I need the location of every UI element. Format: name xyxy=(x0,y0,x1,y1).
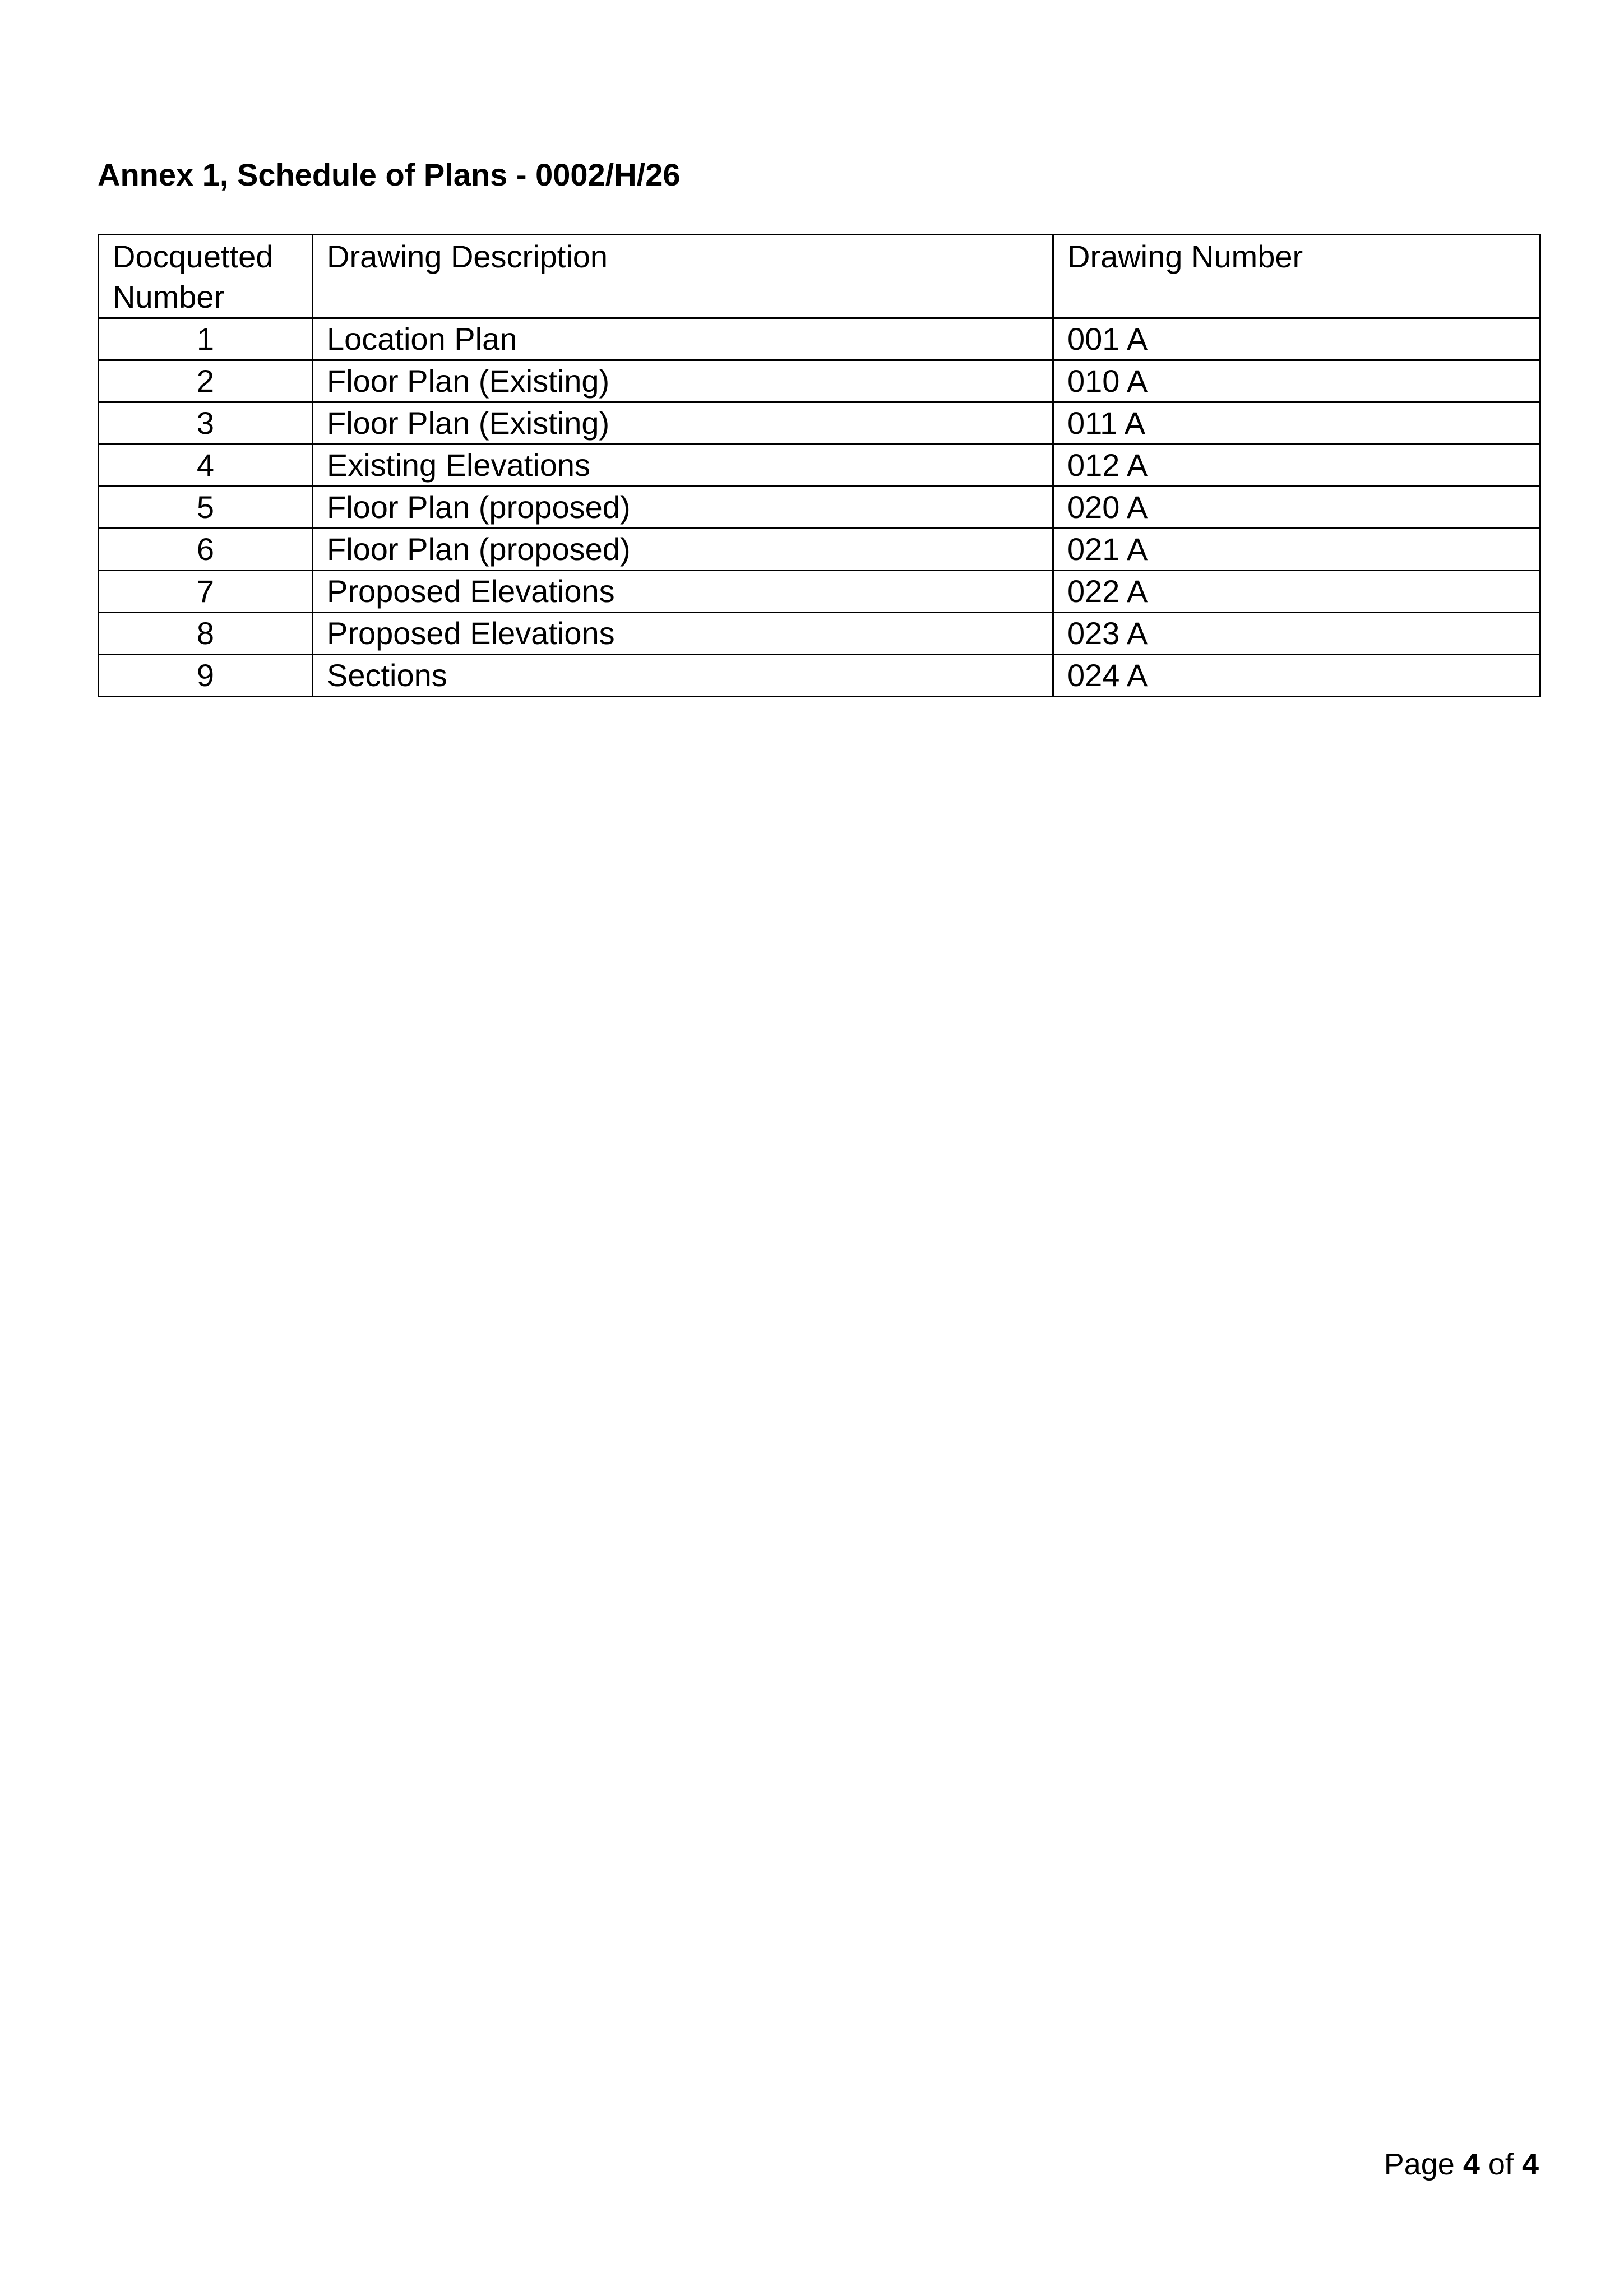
drawing-description-cell: Floor Plan (proposed) xyxy=(313,529,1053,571)
table-row xyxy=(99,529,1540,571)
of-label: of xyxy=(1488,2147,1514,2181)
docquetted-number-cell: 6 xyxy=(99,529,313,571)
docquetted-number-cell: 9 xyxy=(99,655,313,697)
column-header-drawing-number: Drawing Number xyxy=(1053,235,1540,318)
drawing-number-cell: 001 A xyxy=(1053,318,1540,360)
table-row xyxy=(99,360,1540,402)
drawing-number-cell: 023 A xyxy=(1053,613,1540,655)
drawing-description-cell: Proposed Elevations xyxy=(313,571,1053,613)
drawing-number-cell: 021 A xyxy=(1053,529,1540,571)
table-row xyxy=(99,571,1540,613)
drawing-number-cell: 012 A xyxy=(1053,445,1540,487)
docquetted-number-cell: 7 xyxy=(99,571,313,613)
table-row xyxy=(99,445,1540,487)
drawing-description-cell: Location Plan xyxy=(313,318,1053,360)
drawing-description-cell: Floor Plan (Existing) xyxy=(313,360,1053,402)
page-number: 4 xyxy=(1463,2147,1480,2181)
drawing-description-cell: Existing Elevations xyxy=(313,445,1053,487)
table-row xyxy=(99,613,1540,655)
table-row xyxy=(99,487,1540,529)
column-header-drawing-description: Drawing Description xyxy=(313,235,1053,318)
drawing-number-cell: 011 A xyxy=(1053,402,1540,445)
table-header-row xyxy=(99,235,1540,318)
drawing-description-cell: Sections xyxy=(313,655,1053,697)
page-total: 4 xyxy=(1521,2147,1539,2181)
docquetted-number-cell: 5 xyxy=(99,487,313,529)
drawing-number-cell: 022 A xyxy=(1053,571,1540,613)
page-footer xyxy=(1384,2146,1539,2183)
drawing-description-cell: Floor Plan (proposed) xyxy=(313,487,1053,529)
docquetted-number-cell: 2 xyxy=(99,360,313,402)
page-title: Annex 1, Schedule of Plans - 0002/H/26 xyxy=(98,157,681,192)
page-label: Page xyxy=(1384,2147,1455,2181)
docquetted-number-cell: 3 xyxy=(99,402,313,445)
drawing-description-cell: Proposed Elevations xyxy=(313,613,1053,655)
drawing-number-cell: 020 A xyxy=(1053,487,1540,529)
table-row xyxy=(99,402,1540,445)
docquetted-number-cell: 8 xyxy=(99,613,313,655)
column-header-docquetted-number: Docquetted Number xyxy=(99,235,313,318)
docquetted-number-cell: 1 xyxy=(99,318,313,360)
schedule-of-plans-table xyxy=(98,234,1541,697)
table-row xyxy=(99,655,1540,697)
drawing-number-cell: 024 A xyxy=(1053,655,1540,697)
table-row xyxy=(99,318,1540,360)
drawing-description-cell: Floor Plan (Existing) xyxy=(313,402,1053,445)
docquetted-number-cell: 4 xyxy=(99,445,313,487)
drawing-number-cell: 010 A xyxy=(1053,360,1540,402)
